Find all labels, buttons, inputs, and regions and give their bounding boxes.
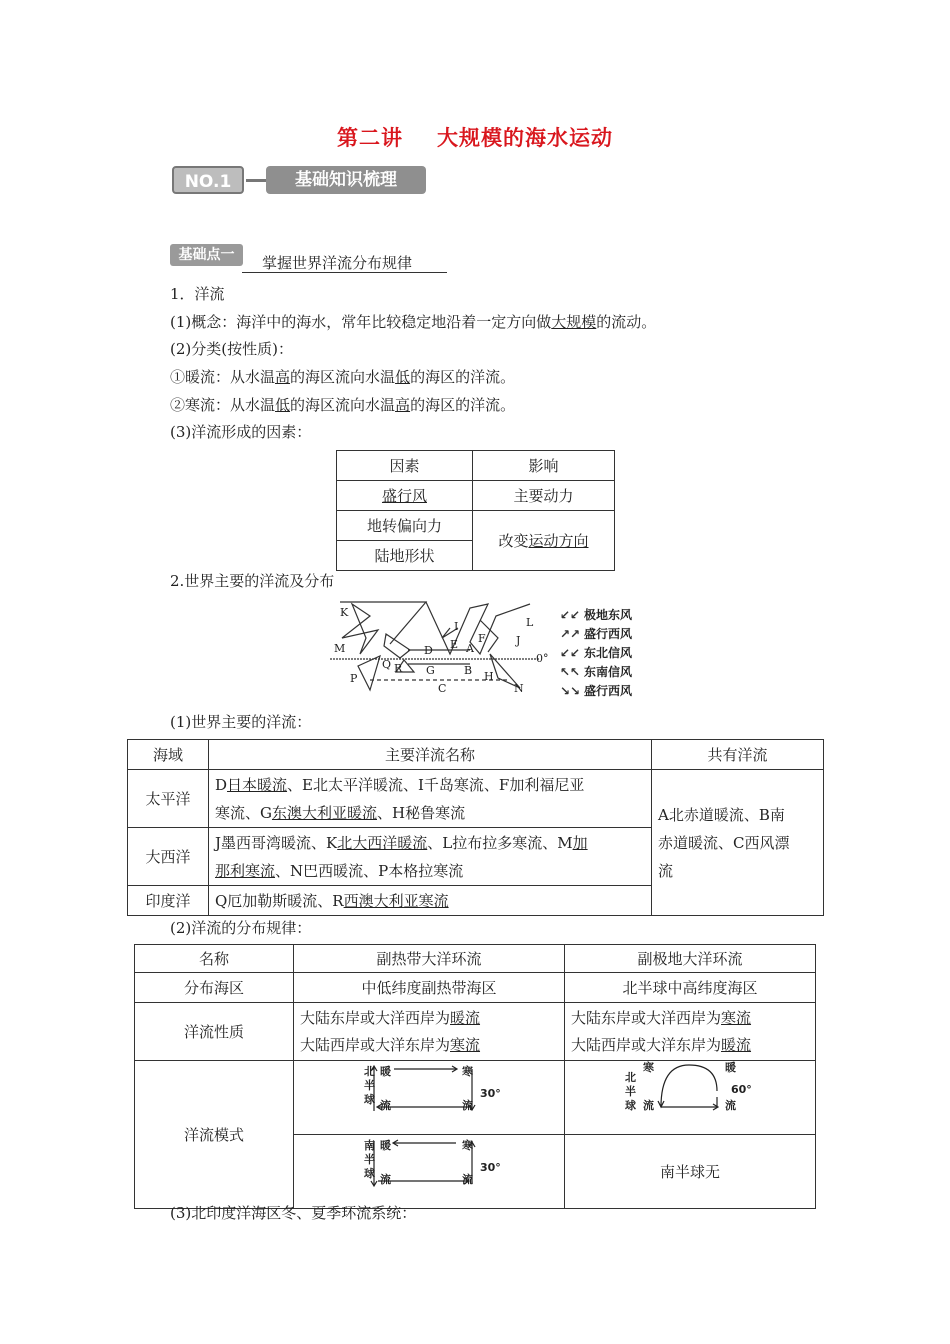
subtropical-nature: 大陆东岸或大洋西岸为暖流 大陆西岸或大洋东岸为寒流 <box>294 1003 565 1061</box>
map-label-R: R <box>394 662 403 675</box>
ocean-currents-table <box>127 739 824 916</box>
distribution-heading: (2)洋流的分布规律： <box>170 919 312 937</box>
factor-coriolis: 地转偏向力 <box>337 511 473 541</box>
subpolar-header: 副极地大洋环流 <box>565 945 816 973</box>
classification-line: (2)分类(按性质)： <box>170 340 293 358</box>
diag-n-cold: 寒 <box>462 1065 473 1078</box>
diag-p-hemi-2: 半 <box>625 1085 636 1098</box>
diag-p-arc <box>661 1065 717 1107</box>
diag-s-hemi-1: 南 <box>364 1139 375 1152</box>
cold-current-line: ②寒流：从水温低的海区流向水温高的海区的洋流。 <box>170 396 516 414</box>
legend-polar-easterlies: ↙↙ 极地东风 <box>560 608 633 622</box>
subpolar-diagram <box>565 1061 815 1130</box>
diag-p-warm: 暖 <box>725 1061 736 1074</box>
factor-header: 因素 <box>337 451 473 481</box>
map-label-H: H <box>484 670 494 683</box>
pattern-label: 洋流模式 <box>135 1061 294 1209</box>
ocean-header: 海域 <box>128 740 209 770</box>
diag-p-hemi-1: 北 <box>625 1071 636 1084</box>
map-label-M: M <box>334 642 346 655</box>
point-title: 掌握世界洋流分布规律 <box>262 254 413 272</box>
legend-westerlies-north: ↗↗ 盛行西风 <box>560 627 633 641</box>
legend-westerlies-south: ↘↘ 盛行西风 <box>560 684 633 698</box>
factor-wind: 盛行风 <box>337 481 473 511</box>
current-pattern-table <box>134 944 816 1209</box>
map-label-F: F <box>478 632 486 645</box>
diag-p-flow-1: 流 <box>643 1099 654 1112</box>
subtropical-south-diagram <box>294 1135 552 1204</box>
map-land-top <box>340 602 426 644</box>
warm-current-line: ①暖流：从水温高的海区流向水温低的海区的洋流。 <box>170 368 516 386</box>
diag-p-hemi-3: 球 <box>625 1099 636 1112</box>
ocean-pacific: 太平洋 <box>128 770 209 828</box>
factor-land-shape: 陆地形状 <box>337 541 473 571</box>
map-label-L: L <box>526 616 534 629</box>
distribution-label: 分布海区 <box>135 973 294 1003</box>
diag-s-flow-2: 流 <box>462 1173 473 1186</box>
factors-line: (3)洋流形成的因素： <box>170 423 312 441</box>
ocean-indian: 印度洋 <box>128 886 209 916</box>
subtropical-north-diagram <box>294 1061 552 1130</box>
ocean-atlantic: 大西洋 <box>128 828 209 886</box>
diag-p-flow-2: 流 <box>725 1099 736 1112</box>
point-badge: 基础点一 <box>170 244 243 266</box>
diag-s-hemi-2: 半 <box>364 1153 375 1166</box>
section-number: NO.1 <box>172 166 244 194</box>
badge-connector <box>246 179 266 182</box>
legend-se-trades: ↖↖ 东南信风 <box>560 665 633 679</box>
map-label-B: B <box>464 664 473 677</box>
diag-n-hemi-3: 球 <box>364 1093 375 1106</box>
influence-header: 影响 <box>473 451 615 481</box>
diag-s-hemi-3: 球 <box>364 1167 375 1180</box>
subpolar-nature: 大陆东岸或大洋西岸为寒流 大陆西岸或大洋东岸为暖流 <box>565 1003 816 1061</box>
map-label-G: G <box>426 664 435 677</box>
influence-main-power: 主要动力 <box>473 481 615 511</box>
map-label-I: I <box>454 620 459 633</box>
diag-p-cold: 寒 <box>643 1061 654 1074</box>
diag-s-cold: 寒 <box>462 1139 473 1152</box>
subtropical-north-diagram-cell <box>294 1061 565 1135</box>
map-label-J: J <box>516 634 521 647</box>
south-hemisphere-none: 南半球无 <box>565 1135 816 1209</box>
legend-arrow-icon: ↙↙ <box>560 646 581 660</box>
world-currents-heading: 2.世界主要的洋流及分布 <box>170 572 335 590</box>
diag-n-lat: 30° <box>480 1087 501 1100</box>
indian-currents: Q厄加勒斯暖流、R西澳大利亚寒流 <box>209 886 652 916</box>
section-badge <box>172 166 426 196</box>
major-currents-heading: (1)世界主要的洋流： <box>170 713 312 731</box>
legend-arrow-icon: ↙↙ <box>560 608 581 622</box>
diag-n-warm: 暖 <box>380 1065 391 1078</box>
factor-table <box>336 450 615 571</box>
map-land-sa <box>358 656 380 690</box>
legend-arrow-icon: ↗↗ <box>560 627 581 641</box>
legend-ne-trades: ↙↙ 东北信风 <box>560 646 633 660</box>
diag-n-hemi-1: 北 <box>364 1065 375 1078</box>
diag-s-lat: 30° <box>480 1161 501 1174</box>
subpolar-area: 北半球中高纬度海区 <box>565 973 816 1003</box>
pattern-name-header: 名称 <box>135 945 294 973</box>
pacific-currents: D日本暖流、E北太平洋暖流、I千岛寒流、F加利福尼亚 寒流、G东澳大利亚暖流、H秘鲁寒流 <box>209 770 652 828</box>
map-label-equator: 0° <box>536 652 549 665</box>
map-label-D: D <box>424 644 433 657</box>
shared-currents: A北赤道暖流、B南 赤道暖流、C西风漂 流 <box>652 770 824 916</box>
diag-n-flow-1: 流 <box>380 1099 391 1112</box>
currents-header: 主要洋流名称 <box>209 740 652 770</box>
legend-arrow-icon: ↘↘ <box>560 684 581 698</box>
atlantic-currents: J墨西哥湾暖流、K北大西洋暖流、L拉布拉多寒流、M加 那利寒流、N巴西暖流、P本格拉寒流 <box>209 828 652 886</box>
map-label-E: E <box>450 638 459 651</box>
heading-ocean-current: 1．洋流 <box>170 285 225 303</box>
map-coast-north <box>426 602 530 654</box>
diag-n-hemi-2: 半 <box>364 1079 375 1092</box>
map-label-C: C <box>438 682 447 695</box>
point-title-underline <box>242 272 447 273</box>
shared-header: 共有洋流 <box>652 740 824 770</box>
subtropical-header: 副热带大洋环流 <box>294 945 565 973</box>
map-label-N: N <box>514 682 524 695</box>
world-currents-map <box>330 598 560 700</box>
north-indian-heading: (3)北印度洋海区冬、夏季环流系统： <box>170 1204 417 1222</box>
subtropical-area: 中低纬度副热带海区 <box>294 973 565 1003</box>
section-title: 基础知识梳理 <box>266 166 426 194</box>
map-label-Q: Q <box>382 658 392 671</box>
page-title: 第二讲 大规模的海水运动 <box>337 125 613 150</box>
map-land-mid <box>384 634 410 658</box>
subpolar-diagram-cell <box>565 1061 816 1135</box>
concept-line: (1)概念：海洋中的海水，常年比较稳定地沿着一定方向做大规模的流动。 <box>170 313 657 331</box>
influence-direction: 改变运动方向 <box>473 511 615 571</box>
nature-label: 洋流性质 <box>135 1003 294 1061</box>
diag-s-warm: 暖 <box>380 1139 391 1152</box>
diag-p-lat: 60° <box>731 1083 752 1096</box>
map-label-K: K <box>340 606 349 619</box>
legend-arrow-icon: ↖↖ <box>560 665 581 679</box>
map-label-A: A <box>466 642 474 655</box>
diag-s-flow-1: 流 <box>380 1173 391 1186</box>
subtropical-south-diagram-cell <box>294 1135 565 1209</box>
map-label-P: P <box>350 672 358 685</box>
diag-n-flow-2: 流 <box>462 1099 473 1112</box>
